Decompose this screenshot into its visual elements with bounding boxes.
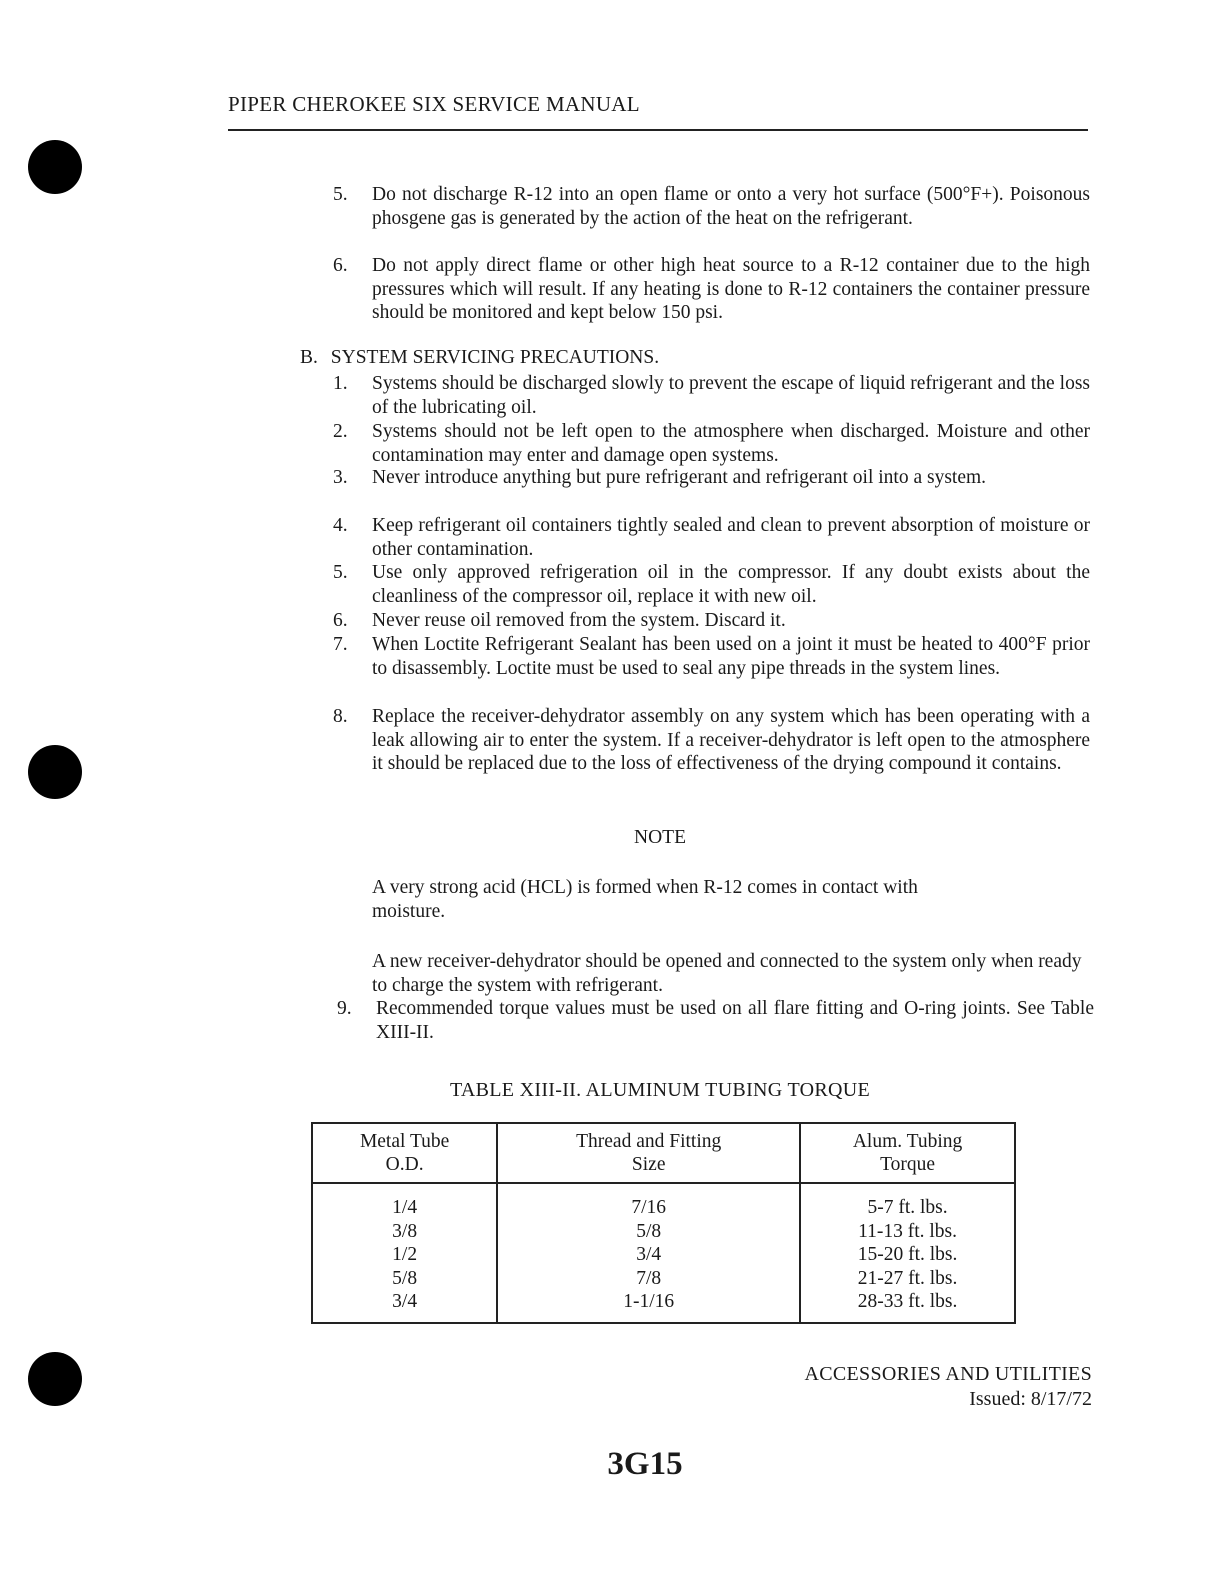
cell-torque: 28-33 ft. lbs.: [800, 1290, 1015, 1323]
item-text: Replace the receiver-dehydrator assembly on any system which has been operating with a leak allowing air to enter the system. If a receiver-dehydrator is left open to the atmosphere it should be replaced due to the loss of effectiveness of the drying compound it contains.: [372, 706, 1090, 774]
table-row: [312, 1243, 1015, 1267]
section-title: SYSTEM SERVICING PRECAUTIONS.: [330, 347, 660, 368]
item-number: 7.: [333, 634, 348, 655]
column-header-thread-size: [497, 1123, 800, 1183]
table-header-row: [312, 1123, 1015, 1183]
header-line: Torque: [880, 1154, 936, 1175]
item-number: 4.: [333, 515, 348, 536]
page-header-title: PIPER CHEROKEE SIX SERVICE MANUAL: [228, 92, 640, 116]
cell-tube-od: 1/2: [312, 1243, 497, 1267]
item-number: 1.: [333, 373, 348, 394]
table-row: [312, 1183, 1015, 1220]
torque-table: [311, 1122, 1016, 1324]
cell-thread-size: 1-1/16: [497, 1290, 800, 1323]
binder-hole-top: [28, 140, 82, 194]
cell-torque: 15-20 ft. lbs.: [800, 1243, 1015, 1267]
item-text: Recommended torque values must be used on all flare fitting and O-ring joints. See Table XIII-II.: [376, 998, 1094, 1043]
section-b-heading: [300, 347, 659, 369]
cell-tube-od: 3/4: [312, 1290, 497, 1323]
note-paragraph: A new receiver-dehydrator should be opened and connected to the system only when ready to charge the system with refrigerant.: [372, 951, 1082, 996]
table-title: TABLE XIII-II. ALUMINUM TUBING TORQUE: [449, 1079, 870, 1101]
binder-hole-bottom: [28, 1352, 82, 1406]
item-number: 5.: [333, 184, 348, 205]
note-paragraph: A very strong acid (HCL) is formed when R-12 comes in contact with moisture.: [372, 877, 918, 922]
item-number: 6.: [333, 255, 348, 276]
item-text: Systems should be discharged slowly to prevent the escape of liquid refrigerant and the loss of the lubricating oil.: [372, 373, 1090, 418]
note-title: NOTE: [634, 827, 686, 848]
footer-issued-date: Issued: 8/17/72: [969, 1388, 1092, 1410]
item-text: Keep refrigerant oil containers tightly sealed and clean to prevent absorption of moisture or other contamination.: [372, 515, 1090, 560]
cell-torque: 21-27 ft. lbs.: [800, 1267, 1015, 1291]
item-number: 2.: [333, 421, 348, 442]
cell-thread-size: 5/8: [497, 1220, 800, 1244]
item-number: 3.: [333, 467, 348, 488]
cell-tube-od: 5/8: [312, 1267, 497, 1291]
cell-torque: 11-13 ft. lbs.: [800, 1220, 1015, 1244]
footer-section-name: ACCESSORIES AND UTILITIES: [804, 1363, 1092, 1385]
item-number: 5.: [333, 562, 348, 583]
item-number: 6.: [333, 610, 348, 631]
section-label: B.: [300, 347, 318, 368]
cell-tube-od: 3/8: [312, 1220, 497, 1244]
table-row: [312, 1267, 1015, 1291]
page-code: 3G15: [607, 1446, 683, 1482]
column-header-tube-od: [312, 1123, 497, 1183]
header-line: Size: [631, 1154, 666, 1175]
item-text: Do not discharge R-12 into an open flame or onto a very hot surface (500°F+). Poisonous phosgene gas is generated by the action of the heat on the refrigerant.: [372, 184, 1090, 229]
table-row: [312, 1290, 1015, 1323]
cell-torque: 5-7 ft. lbs.: [800, 1183, 1015, 1220]
cell-thread-size: 7/8: [497, 1267, 800, 1291]
cell-thread-size: 3/4: [497, 1243, 800, 1267]
header-line: O.D.: [385, 1154, 424, 1175]
header-line: Metal Tube: [359, 1131, 450, 1152]
cell-tube-od: 1/4: [312, 1183, 497, 1220]
header-line: Thread and Fitting: [576, 1131, 722, 1152]
item-text: Never introduce anything but pure refrigerant and refrigerant oil into a system.: [372, 467, 987, 488]
item-text: Systems should not be left open to the atmosphere when discharged. Moisture and other contamination may enter and damage open systems.: [372, 421, 1090, 466]
item-number: 9.: [337, 998, 352, 1019]
header-line: Alum. Tubing: [852, 1131, 963, 1152]
item-number: 8.: [333, 706, 348, 727]
column-header-torque: [800, 1123, 1015, 1183]
binder-hole-middle: [28, 745, 82, 799]
cell-thread-size: 7/16: [497, 1183, 800, 1220]
header-rule: [228, 129, 1088, 131]
item-text: Never reuse oil removed from the system. Discard it.: [372, 610, 786, 631]
item-text: Use only approved refrigeration oil in the compressor. If any doubt exists about the cleanliness of the compressor oil, replace it with new oil.: [372, 562, 1090, 607]
table-row: [312, 1220, 1015, 1244]
item-text: Do not apply direct flame or other high heat source to a R-12 container due to the high pressures which will result. If any heating is done to R-12 containers the container pressure should be monitored and kept below 150 psi.: [372, 255, 1090, 323]
item-text: When Loctite Refrigerant Sealant has been used on a joint it must be heated to 400°F prior to disassembly. Loctite must be used to seal any pipe threads in the system lines.: [372, 634, 1090, 679]
